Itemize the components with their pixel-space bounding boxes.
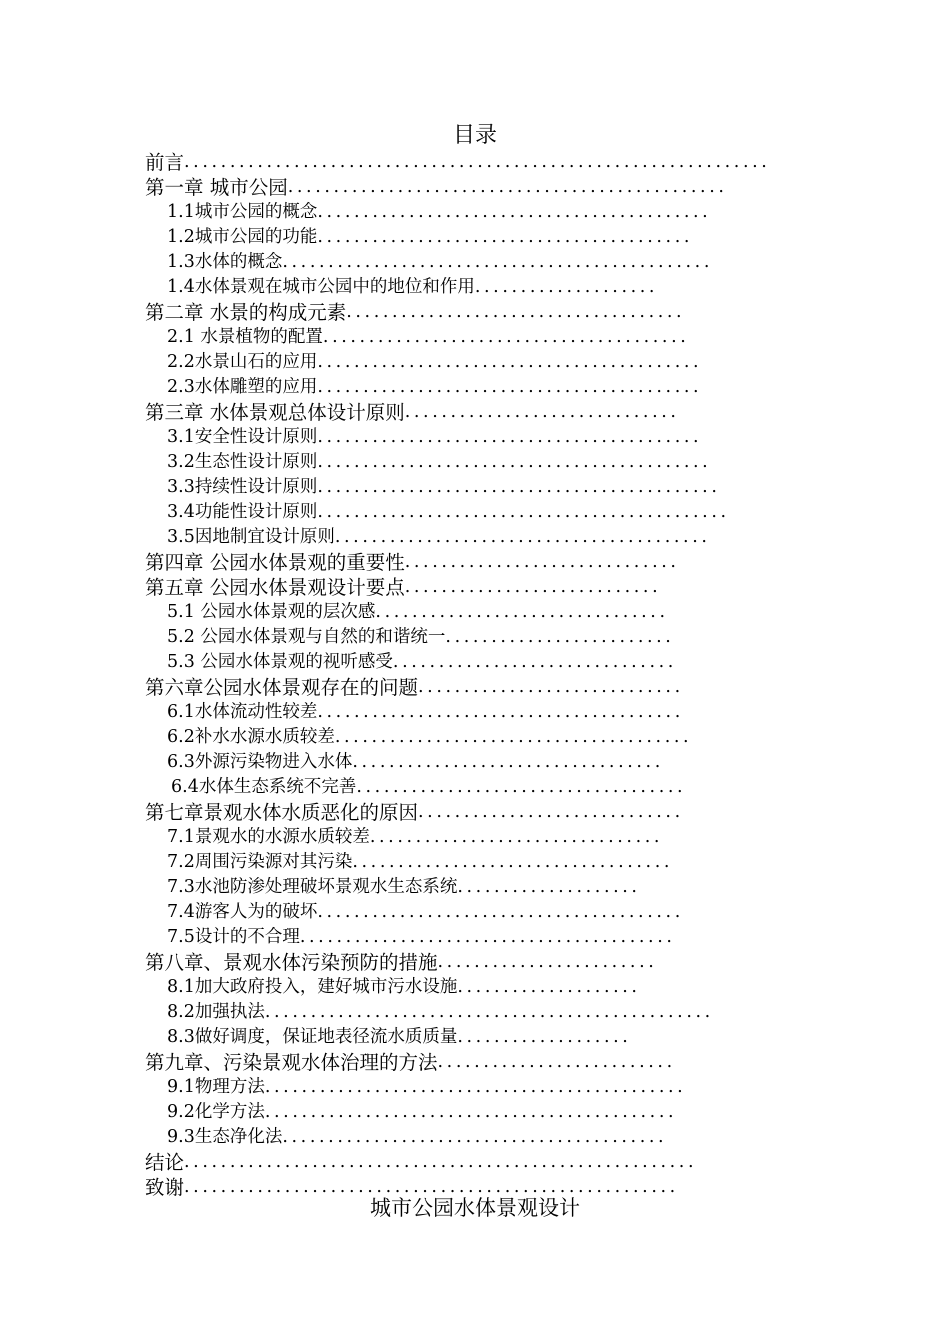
toc-section-entry[interactable] [145, 1075, 805, 1100]
toc-entry-label: 7.1景观水的水源水质较差 [167, 827, 370, 847]
dot-leader: ............................................. [264, 1102, 678, 1122]
toc-chapter-entry[interactable] [145, 150, 805, 175]
toc-section-entry[interactable] [145, 600, 805, 625]
dot-leader: ............................. [418, 802, 684, 822]
toc-entry-label: 6.4水体生态系统不完善 [171, 777, 357, 797]
dot-leader: ............................... [392, 652, 677, 672]
dot-leader: ......................... [445, 627, 675, 647]
dot-leader: ............................ [404, 577, 662, 597]
dot-leader: .................................... [356, 777, 687, 797]
toc-entry-label: 3.4功能性设计原则 [167, 502, 318, 522]
toc-section-entry[interactable] [145, 975, 805, 1000]
toc-section-entry[interactable] [145, 700, 805, 725]
toc-entry-label: 7.2周围污染源对其污染 [167, 852, 353, 872]
toc-entry-label: 1.2城市公园的功能 [167, 227, 318, 247]
toc-entry-label: 3.2生态性设计原则 [167, 452, 318, 472]
dot-leader: .......................................... [317, 352, 703, 372]
toc-entry-label: 第六章公园水体景观存在的问题 [145, 676, 419, 699]
toc-section-entry[interactable] [145, 250, 805, 275]
dot-leader: ....................................... [334, 727, 693, 747]
toc-entry-label: 6.1水体流动性较差 [167, 702, 318, 722]
toc-entry-label: 7.4游客人为的破坏 [167, 902, 318, 922]
toc-chapter-entry[interactable] [145, 175, 805, 200]
toc-chapter-entry[interactable] [145, 550, 805, 575]
dot-leader: ......................................... [317, 227, 694, 247]
toc-entry-label: 第四章 公园水体景观的重要性 [145, 551, 405, 574]
dot-leader: ............................................... [282, 252, 713, 272]
dot-leader: .......................................... [317, 377, 703, 397]
dot-leader: ................................ [369, 827, 664, 847]
toc-entry-label: 5.1 公园水体景观的层次感 [167, 602, 376, 622]
dot-leader: .................... [457, 977, 641, 997]
dot-leader: .......................... [437, 1052, 676, 1072]
toc-entry-label: 第五章 公园水体景观设计要点 [145, 576, 405, 599]
toc-entry-label: 1.3水体的概念 [167, 252, 283, 272]
dot-leader: ........................................ [317, 902, 684, 922]
toc-entry-label: 5.3 公园水体景观的视听感受 [167, 652, 393, 672]
toc-section-entry[interactable] [145, 1000, 805, 1025]
dot-leader: ......................................... [334, 527, 711, 547]
table-of-contents [145, 150, 805, 1200]
dot-leader: ........................ [437, 952, 658, 972]
toc-section-entry[interactable] [145, 825, 805, 850]
toc-chapter-entry[interactable] [145, 1050, 805, 1075]
dot-leader: ............................. [418, 677, 684, 697]
toc-entry-label: 8.3做好调度，保证地表径流水质质量 [167, 1027, 458, 1047]
dot-leader: ................................................................ [184, 152, 771, 172]
toc-entry-label: 2.1 水景植物的配置 [167, 327, 323, 347]
toc-chapter-entry[interactable] [145, 950, 805, 975]
toc-entry-label: 7.5设计的不合理 [167, 927, 300, 947]
dot-leader: ................................... [352, 852, 674, 872]
toc-section-entry[interactable] [145, 200, 805, 225]
toc-entry-label: 9.1物理方法 [167, 1077, 265, 1097]
dot-leader: .................................. [352, 752, 664, 772]
document-title: 城市公园水体景观设计 [370, 1196, 580, 1220]
toc-entry-label: 8.2加强执法 [167, 1002, 265, 1022]
dot-leader: ........................................... [317, 202, 712, 222]
toc-section-entry[interactable] [145, 225, 805, 250]
toc-entry-label: 3.3持续性设计原则 [167, 477, 318, 497]
toc-entry-label: 第三章 水体景观总体设计原则 [145, 401, 405, 424]
toc-entry-label: 1.4水体景观在城市公园中的地位和作用 [167, 277, 475, 297]
toc-entry-label: 7.3水池防渗处理破坏景观水生态系统 [167, 877, 458, 897]
dot-leader: .......................................... [282, 1127, 668, 1147]
toc-section-entry[interactable] [145, 500, 805, 525]
dot-leader: .......................................... [317, 427, 703, 447]
toc-chapter-entry[interactable] [145, 575, 805, 600]
toc-entry-label: 9.3生态净化法 [167, 1127, 283, 1147]
dot-leader: .................... [457, 877, 641, 897]
dot-leader: .............................................. [264, 1077, 687, 1097]
toc-section-entry[interactable] [145, 425, 805, 450]
dot-leader: ............................................ [317, 477, 721, 497]
toc-entry-label: 3.1安全性设计原则 [167, 427, 318, 447]
toc-section-entry[interactable] [145, 900, 805, 925]
dot-leader: ..................................... [346, 302, 686, 322]
toc-section-entry[interactable] [145, 325, 805, 350]
toc-section-entry[interactable] [145, 1025, 805, 1050]
toc-entry-label: 2.2水景山石的应用 [167, 352, 318, 372]
toc-section-entry[interactable] [145, 475, 805, 500]
toc-section-entry[interactable] [145, 1100, 805, 1125]
dot-leader: ........................................................ [184, 1152, 698, 1172]
toc-section-entry[interactable] [145, 450, 805, 475]
toc-section-entry[interactable] [145, 850, 805, 875]
toc-entry-label: 6.3外源污染物进入水体 [167, 752, 353, 772]
dot-leader: ...................................................... [184, 1177, 679, 1197]
toc-entry-label: 5.2 公园水体景观与自然的和谐统一 [167, 627, 446, 647]
dot-leader: ............................................. [317, 502, 730, 522]
toc-entry-label: 第七章景观水体水质恶化的原因 [145, 801, 419, 824]
dot-leader: .............................. [404, 552, 680, 572]
dot-leader: ................... [457, 1027, 632, 1047]
toc-entry-label: 第二章 水景的构成元素 [145, 301, 347, 324]
toc-section-entry[interactable] [145, 750, 805, 775]
toc-section-entry[interactable] [145, 650, 805, 675]
toc-section-entry[interactable] [145, 775, 805, 800]
toc-section-entry[interactable] [145, 275, 805, 300]
toc-entry-label: 2.3水体雕塑的应用 [167, 377, 318, 397]
dot-leader: ........................................... [317, 452, 712, 472]
toc-section-entry[interactable] [145, 375, 805, 400]
toc-entry-label: 3.5因地制宜设计原则 [167, 527, 335, 547]
toc-chapter-entry[interactable] [145, 400, 805, 425]
toc-entry-label: 6.2补水水源水质较差 [167, 727, 335, 747]
toc-entry-label: 第八章、景观水体污染预防的措施 [145, 951, 438, 974]
toc-section-entry[interactable] [145, 725, 805, 750]
toc-chapter-entry[interactable] [145, 300, 805, 325]
toc-entry-label: 第九章、污染景观水体治理的方法 [145, 1051, 438, 1074]
toc-section-entry[interactable] [145, 925, 805, 950]
toc-chapter-entry[interactable] [145, 800, 805, 825]
toc-heading: 目录 [452, 123, 497, 148]
dot-leader: ................................................ [287, 177, 728, 197]
toc-entry-label: 第一章 城市公园 [145, 176, 288, 199]
dot-leader: ........................................ [317, 702, 684, 722]
toc-section-entry[interactable] [145, 350, 805, 375]
toc-entry-label: 9.2化学方法 [167, 1102, 265, 1122]
toc-section-entry[interactable] [145, 625, 805, 650]
dot-leader: ................................................. [264, 1002, 714, 1022]
toc-entry-label: 1.1城市公园的概念 [167, 202, 318, 222]
dot-leader: ........................................ [322, 327, 690, 347]
dot-leader: ......................................... [299, 927, 676, 947]
dot-leader: .............................. [404, 402, 680, 422]
toc-chapter-entry[interactable] [145, 675, 805, 700]
toc-entry-label: 结论 [145, 1151, 185, 1174]
toc-section-entry[interactable] [145, 1125, 805, 1150]
dot-leader: .................... [474, 277, 659, 297]
toc-entry-label: 8.1加大政府投入，建好城市污水设施 [167, 977, 458, 997]
toc-chapter-entry[interactable] [145, 1150, 805, 1175]
toc-section-entry[interactable] [145, 525, 805, 550]
toc-entry-label: 致谢 [145, 1176, 185, 1199]
toc-entry-label: 前言 [145, 151, 185, 174]
toc-section-entry[interactable] [145, 875, 805, 900]
dot-leader: ................................ [375, 602, 669, 622]
